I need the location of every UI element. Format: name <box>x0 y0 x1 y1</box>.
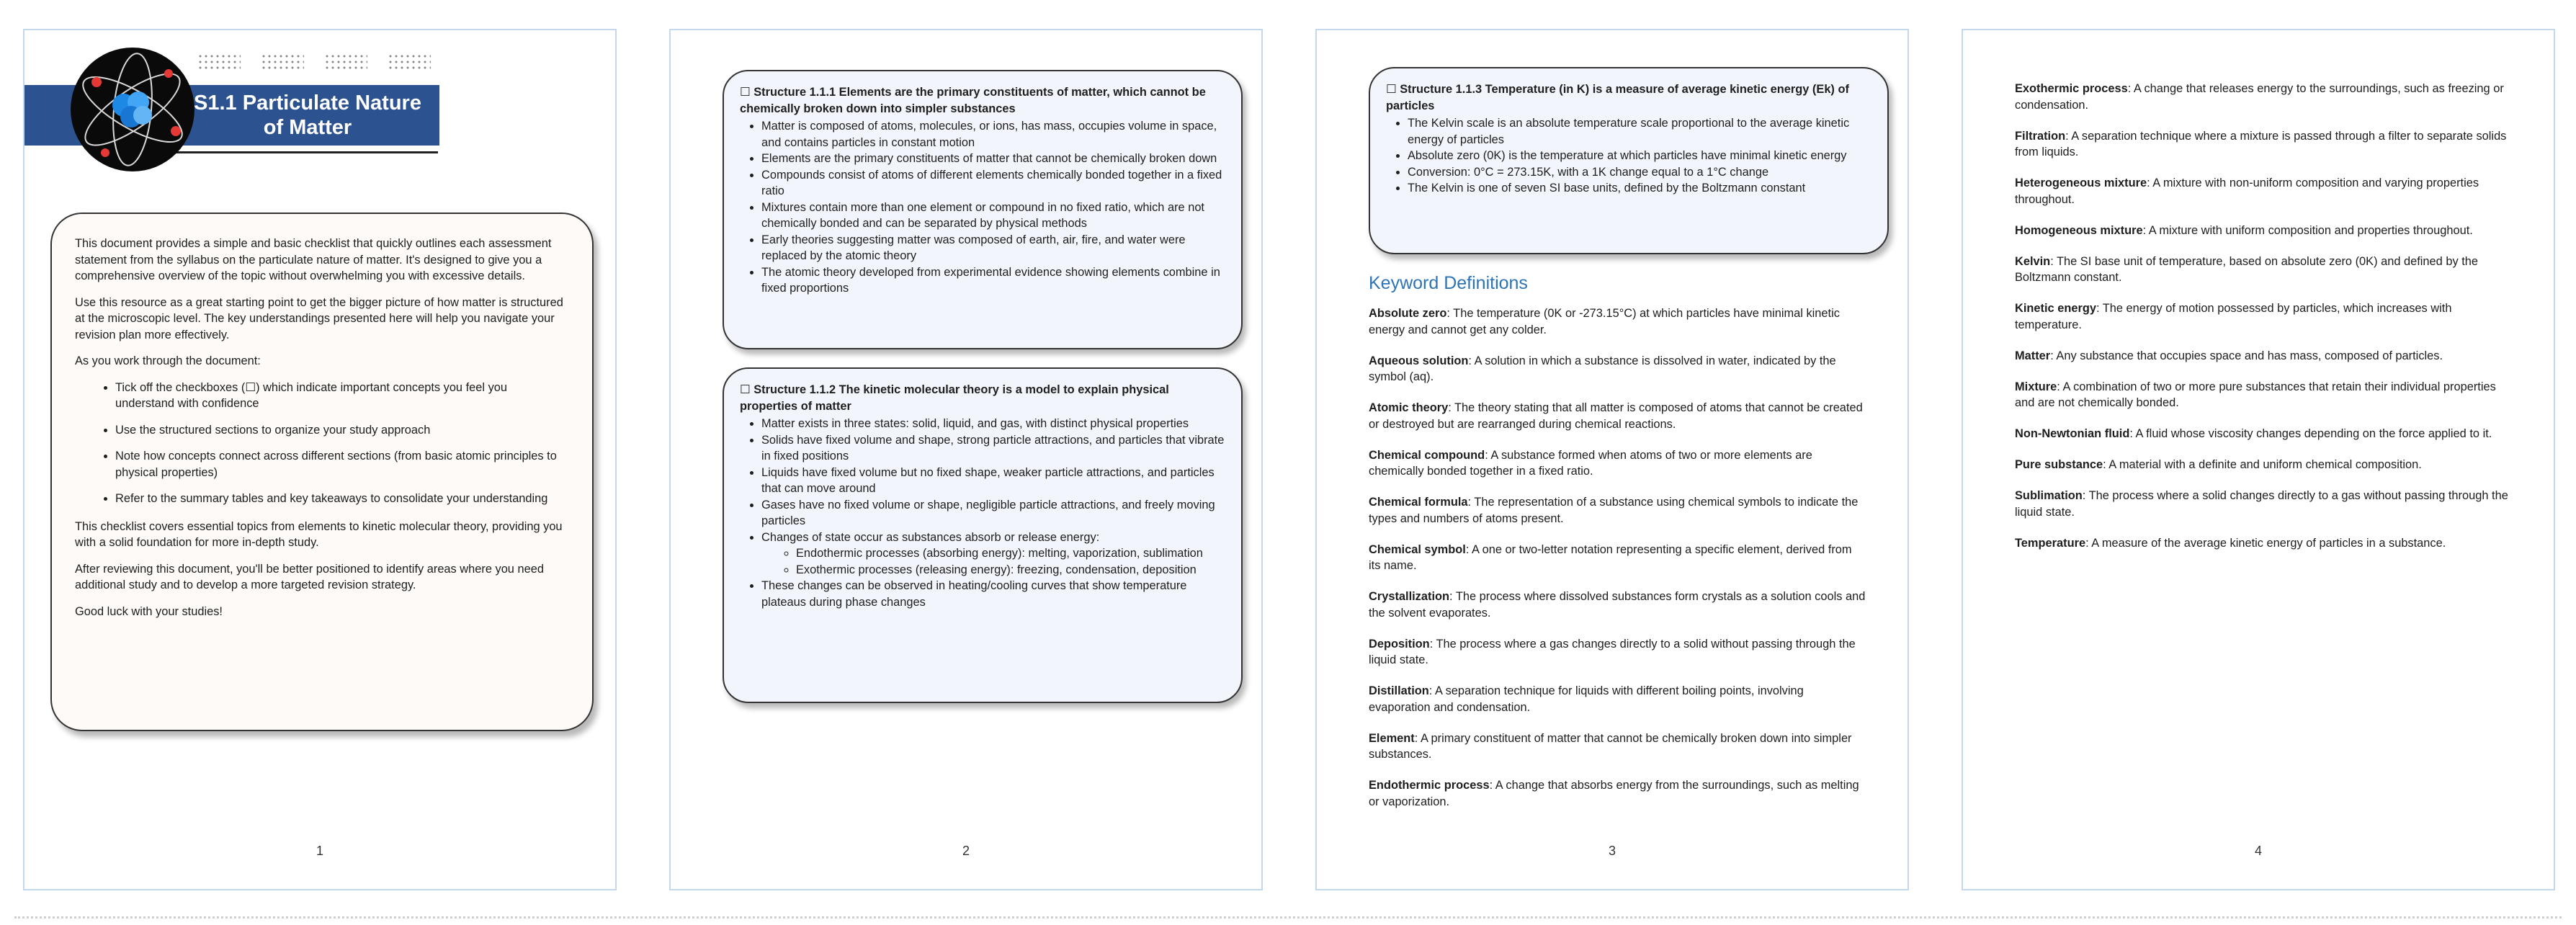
keyword-definitions-heading: Keyword Definitions <box>1369 273 1528 293</box>
structure-point: • Conversion: 0°C = 273.15K, with a 1K change equal to a 1°C change <box>1408 164 1871 181</box>
intro-bullet: • Note how concepts connect across different sections (from basic atomic principles to physical properties) <box>115 448 569 481</box>
definition-text: : A change that releases energy to the surroundings, such as freezing or condensation. <box>2015 82 2504 112</box>
intro-bullet: • Use the structured sections to organize your study approach <box>115 422 569 439</box>
definition-term: Kelvin <box>2015 254 2051 268</box>
page-4 <box>1962 29 2555 890</box>
definition <box>2015 535 2512 552</box>
definition <box>1369 683 1866 715</box>
definition <box>2015 457 2512 473</box>
structure-point: • The Kelvin is one of seven SI base units, defined by the Boltzmann constant <box>1408 180 1871 197</box>
definition <box>2015 379 2512 411</box>
definition <box>1369 447 1866 480</box>
definition-text: : A mixture with uniform composition and properties throughout. <box>2142 223 2473 237</box>
definition-text: : The energy of motion possessed by particles, which increases with temperature. <box>2015 302 2452 331</box>
decorative-dot-pattern <box>197 53 451 76</box>
definition <box>1369 730 1866 763</box>
structure-point-text: Changes of state occur as substances absorb or release energy: <box>761 530 1100 544</box>
structure-subpoint: ◦ Exothermic processes (releasing energy): freezing, condensation, deposition <box>796 562 1225 578</box>
page-number: 2 <box>962 844 970 858</box>
definition-term: Deposition <box>1369 637 1430 651</box>
definition-text: : The representation of a substance using chemical symbols to indicate the types and numbers of atoms present. <box>1369 496 1859 525</box>
definition <box>2015 223 2512 239</box>
definition-text: : A solution in which a substance is dissolved in water, indicated by the symbol (aq). <box>1369 354 1836 383</box>
structure-points <box>740 416 1225 610</box>
intro-bullet: • Refer to the summary tables and key takeaways to consolidate your understanding <box>115 491 569 507</box>
definition-term: Mixture <box>2015 380 2057 393</box>
closing-paragraph: Good luck with your studies! <box>75 604 223 618</box>
closing-paragraph: After reviewing this document, you'll be better positioned to identify areas where you need additional study and to develop a more targeted revision strategy. <box>75 562 544 591</box>
definition-term: Pure substance <box>2015 458 2103 471</box>
definition-term: Homogeneous mixture <box>2015 223 2143 237</box>
definition-term: Filtration <box>2015 129 2066 143</box>
definition-term: Kinetic energy <box>2015 302 2096 315</box>
structure-point: • Compounds consist of atoms of different elements chemically bonded together in a fixed ratio <box>761 167 1225 200</box>
definition-text: : A mixture with non-uniform composition and varying properties throughout. <box>2015 176 2479 206</box>
structure-box-1-1-1 <box>723 70 1243 349</box>
definition-text: : A primary constituent of matter that cannot be chemically broken down into simpler substances. <box>1369 731 1852 761</box>
definition-text: : The process where a gas changes directly to a solid without passing through the liquid state. <box>1369 637 1856 666</box>
structure-points <box>1386 115 1871 197</box>
structure-subpoint: ◦ Endothermic processes (absorbing energy): melting, vaporization, sublimation <box>796 545 1225 562</box>
definition <box>2015 300 2512 333</box>
structure-title[interactable]: ☐ Structure 1.1.2 The kinetic molecular theory is a model to explain physical properties of matter <box>740 383 1169 413</box>
definition <box>1369 589 1866 621</box>
page-number: 4 <box>2254 844 2262 858</box>
structure-point: • Solids have fixed volume and shape, strong particle attractions, and particles that vibrate in fixed positions <box>761 432 1225 465</box>
definition-text: : A separation technique where a mixture is passed through a filter to separate solids from liquids. <box>2015 129 2507 158</box>
definition <box>1369 400 1866 432</box>
definition-term: Aqueous solution <box>1369 354 1469 367</box>
definition <box>1369 305 1866 338</box>
page-number: 1 <box>316 844 323 858</box>
definition-term: Distillation <box>1369 684 1429 697</box>
structure-point <box>761 529 1225 578</box>
structure-point: • Absolute zero (0K) is the temperature at which particles have minimal kinetic energy <box>1408 148 1871 164</box>
structure-point: • Gases have no fixed volume or shape, negligible particle attractions, and freely moving particles <box>761 497 1225 529</box>
structure-point: • Early theories suggesting matter was composed of earth, air, fire, and water were replaced by the atomic theory <box>761 232 1225 264</box>
intro-paragraph: Use this resource as a great starting point to get the bigger picture of how matter is structured at the microscopic level. The key understandings presented here will help you navigate your revision plan more effectively. <box>75 295 563 341</box>
structure-point: • These changes can be observed in heating/cooling curves that show temperature plateaus during phase changes <box>761 578 1225 610</box>
structure-subpoints <box>761 545 1225 578</box>
definition <box>2015 488 2512 520</box>
definition-term: Heterogeneous mixture <box>2015 176 2147 189</box>
definition-text: : A measure of the average kinetic energy of particles in a substance. <box>2085 536 2446 550</box>
definition <box>2015 175 2512 207</box>
definition-term: Endothermic process <box>1369 779 1490 792</box>
page-1 <box>23 29 617 890</box>
definition-text: : A one or two-letter notation representing a specific element, derived from its name. <box>1369 542 1852 572</box>
definition-text: : The theory stating that all matter is composed of atoms that cannot be created or destroyed but are rearranged during chemical reactions. <box>1369 401 1863 431</box>
definition <box>1369 777 1866 810</box>
definition <box>2015 426 2512 442</box>
structure-title[interactable]: ☐ Structure 1.1.3 Temperature (in K) is a measure of average kinetic energy (Ek) of particles <box>1386 83 1849 112</box>
definition-term: Chemical symbol <box>1369 542 1466 556</box>
definition-term: Matter <box>2015 349 2051 362</box>
definition-text: : The process where dissolved substances form crystals as a solution cools and the solvent evaporates. <box>1369 590 1866 620</box>
bottom-dotted-divider <box>14 916 2562 919</box>
definitions-list-part-1 <box>1369 305 1866 825</box>
definition-term: Chemical formula <box>1369 496 1468 509</box>
definition <box>1369 636 1866 669</box>
definition-term: Atomic theory <box>1369 401 1449 414</box>
page-2 <box>669 29 1263 890</box>
document-title <box>176 85 439 146</box>
structure-box-1-1-2 <box>723 367 1243 703</box>
intro-paragraph: As you work through the document: <box>75 354 261 367</box>
definition-term: Non-Newtonian fluid <box>2015 427 2130 440</box>
definition-text: : Any substance that occupies space and has mass, composed of particles. <box>2050 349 2443 362</box>
definition-term: Crystallization <box>1369 590 1450 603</box>
definition <box>2015 81 2512 113</box>
definition-text: : A separation technique for liquids with different boiling points, involving evaporation and condensation. <box>1369 684 1804 714</box>
structure-point: • Liquids have fixed volume but no fixed shape, weaker particle attractions, and particles that can move around <box>761 465 1225 497</box>
structure-box-1-1-3 <box>1369 67 1889 254</box>
definition-text: : A combination of two or more pure substances that retain their individual properties and are not chemically bonded. <box>2015 380 2496 409</box>
definition-term: Chemical compound <box>1369 448 1485 462</box>
definition-term: Temperature <box>2015 536 2086 550</box>
definition <box>1369 353 1866 385</box>
definition <box>2015 348 2512 365</box>
definition-text: : A material with a definite and uniform chemical composition. <box>2103 458 2422 471</box>
closing-paragraph: This checklist covers essential topics from elements to kinetic molecular theory, providing you with a solid foundation for more in-depth study. <box>75 519 563 549</box>
structure-point: • Matter is composed of atoms, molecules, or ions, has mass, occupies volume in space, and contains particles in constant motion <box>761 118 1225 151</box>
structure-title[interactable]: ☐ Structure 1.1.1 Elements are the primary constituents of matter, which cannot be chemically broken down into simpler substances <box>740 86 1206 115</box>
definition <box>2015 128 2512 161</box>
definition-term: Exothermic process <box>2015 82 2128 95</box>
definition-text: : A change that absorbs energy from the surroundings, such as melting or vaporization. <box>1369 779 1859 808</box>
intro-paragraph: This document provides a simple and basic checklist that quickly outlines each assessment statement from the syllabus on the particulate nature of matter. It's designed to give you a comprehensive overview of the topic without overwhelming you with excessive details. <box>75 237 552 282</box>
definition-text: : The temperature (0K or -273.15°C) at which particles have minimal kinetic energy and cannot get any colder. <box>1369 307 1840 336</box>
definition <box>1369 542 1866 574</box>
definition <box>2015 254 2512 286</box>
intro-bullet-list <box>75 380 569 507</box>
definition-term: Absolute zero <box>1369 307 1447 320</box>
structure-points <box>740 118 1225 297</box>
definition-term: Sublimation <box>2015 489 2083 502</box>
title-line-1: S1.1 Particulate Nature <box>194 91 421 115</box>
definition-text: : The SI base unit of temperature, based on absolute zero (0K) and defined by the Boltzmann constant. <box>2015 254 2478 284</box>
definition <box>1369 494 1866 527</box>
definition-text: : The process where a solid changes directly to a gas without passing through the liquid state. <box>2015 489 2508 519</box>
definitions-list-part-2 <box>2015 81 2512 566</box>
introduction-box <box>50 213 594 731</box>
structure-point: • Elements are the primary constituents of matter that cannot be chemically broken down <box>761 151 1225 167</box>
intro-bullet: • Tick off the checkboxes (☐) which indicate important concepts you feel you understand with confidence <box>115 380 569 412</box>
structure-point: • The atomic theory developed from experimental evidence showing elements combine in fixed proportions <box>761 264 1225 297</box>
title-line-2: of Matter <box>263 116 352 139</box>
structure-point: • Mixtures contain more than one element or compound in no fixed ratio, which are not chemically bonded and can be separated by physical methods <box>761 200 1225 232</box>
structure-point: • Matter exists in three states: solid, liquid, and gas, with distinct physical properties <box>761 416 1225 432</box>
definition-text: : A substance formed when atoms of two or more elements are chemically bonded together in a fixed ratio. <box>1369 448 1812 478</box>
definition-term: Element <box>1369 731 1415 745</box>
page-3 <box>1315 29 1909 890</box>
page-number: 3 <box>1608 844 1616 858</box>
definition-text: : A fluid whose viscosity changes depending on the force applied to it. <box>2129 427 2492 440</box>
structure-point: • The Kelvin scale is an absolute temperature scale proportional to the average kinetic energy of particles <box>1408 115 1871 148</box>
